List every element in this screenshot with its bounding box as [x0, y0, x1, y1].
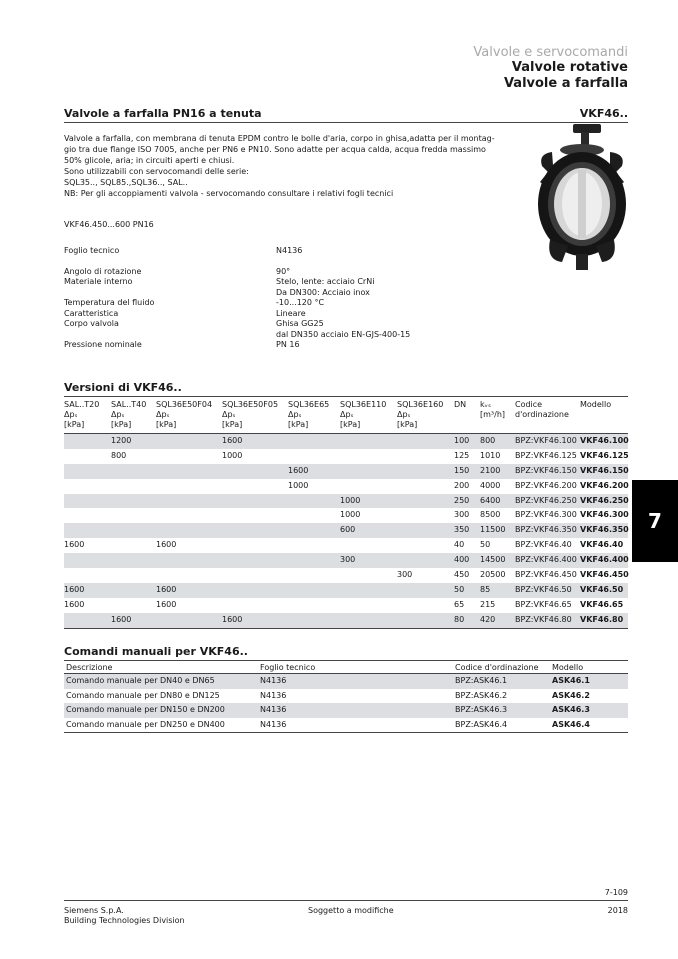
versions-cell: VKF46.150 [580, 465, 629, 475]
manual-header-cell: Codice d'ordinazione [455, 663, 539, 672]
manual-cell: Comando manuale per DN40 e DN65 [66, 676, 215, 685]
versions-row [64, 538, 628, 553]
versions-header-cell: SQL36E50F04 Δpₛ [kPa] [156, 400, 213, 429]
versions-cell: VKF46.450 [580, 570, 629, 580]
versions-cell: VKF46.65 [580, 599, 624, 609]
versions-cell: 1200 [111, 436, 132, 445]
versions-title: Versioni di VKF46.. [64, 381, 182, 394]
spec-label: Temperatura del fluido [64, 298, 155, 307]
spec-value: Da DN300: Acciaio inox [276, 287, 370, 297]
versions-cell: 600 [340, 525, 356, 535]
versions-cell: 1600 [222, 614, 243, 624]
versions-cell: 1000 [340, 510, 361, 520]
manual-row [64, 718, 628, 733]
spec-row [64, 309, 454, 320]
versions-header-row [64, 396, 628, 434]
versions-cell: 11500 [480, 525, 506, 535]
versions-cell: VKF46.200 [580, 480, 629, 490]
versions-header-cell: Codice d'ordinazione [515, 400, 569, 419]
versions-header-cell: DN [454, 400, 467, 409]
versions-cell: 1600 [64, 584, 85, 594]
footer-rule [64, 900, 628, 901]
description-line: Valvole a farfalla, con membrana di tenuta EPDM contro le bolle d'aria, corpo in ghisa,adatta per il montag- [64, 134, 495, 143]
manual-cell: BPZ:ASK46.2 [455, 690, 508, 700]
versions-cell: BPZ:VKF46.250 [515, 495, 577, 505]
section-code: VKF46.. [579, 107, 628, 120]
versions-cell: BPZ:VKF46.65 [515, 599, 572, 609]
versions-cell: 1010 [480, 450, 501, 460]
versions-header-cell: SQL36E65 Δpₛ [kPa] [288, 400, 330, 429]
versions-cell: 85 [480, 584, 491, 594]
versions-cell: 4000 [480, 480, 501, 490]
footer-note: Soggetto a modifiche [308, 906, 394, 915]
manual-header-cell: Foglio tecnico [260, 663, 316, 672]
versions-cell: 300 [397, 570, 413, 580]
versions-row [64, 568, 628, 583]
versions-cell: 800 [111, 450, 127, 460]
manual-cell: N4136 [260, 690, 287, 700]
versions-cell: 2100 [480, 465, 501, 475]
versions-cell: 14500 [480, 555, 506, 565]
footer-company: Siemens S.p.A. [64, 906, 124, 915]
spec-label: Caratteristica [64, 308, 119, 318]
versions-header-cell: SAL..T40 Δpₛ [kPa] [111, 400, 147, 429]
versions-cell: 40 [454, 540, 465, 550]
versions-cell: 50 [454, 584, 465, 594]
versions-cell: VKF46.300 [580, 510, 629, 520]
manual-cell: BPZ:ASK46.4 [455, 719, 508, 729]
description [64, 133, 495, 199]
manual-row [64, 703, 628, 718]
spec-label [64, 330, 276, 341]
versions-cell: BPZ:VKF46.200 [515, 480, 577, 490]
manual-row [64, 689, 628, 704]
versions-cell: 150 [454, 465, 470, 475]
versions-cell: 800 [480, 436, 496, 445]
description-line: Sono utilizzabili con servocomandi delle serie: [64, 167, 249, 176]
versions-cell: 300 [454, 510, 470, 520]
versions-row [64, 494, 628, 509]
manual-cell: N4136 [260, 676, 287, 685]
spec-value: 90° [276, 266, 291, 276]
spec-row [64, 267, 454, 278]
versions-row [64, 508, 628, 523]
manual-header-cell: Modello [552, 663, 584, 672]
spec-value: PN 16 [276, 340, 300, 349]
spec-row [64, 288, 454, 299]
chapter-tab[interactable]: 7 [632, 480, 678, 562]
manual-cell: Comando manuale per DN80 e DN125 [66, 690, 220, 700]
manual-cell: N4136 [260, 719, 287, 729]
versions-row [64, 434, 628, 449]
spec-value: Ghisa GG25 [276, 319, 324, 328]
versions-cell: 215 [480, 599, 496, 609]
versions-cell: BPZ:VKF46.40 [515, 540, 572, 550]
manual-row [64, 674, 628, 689]
versions-cell: 350 [454, 525, 470, 535]
versions-table [64, 396, 628, 629]
versions-cell: 1000 [340, 495, 361, 505]
description-line: NB: Per gli accoppiamenti valvola - servocomando consultare i relativi fogli tecnici [64, 189, 394, 198]
section-title: Valvole a farfalla PN16 a tenuta [64, 107, 262, 120]
versions-cell: 300 [340, 555, 356, 565]
versions-cell: 250 [454, 495, 470, 505]
versions-row [64, 613, 628, 628]
section-title-row [64, 107, 628, 120]
versions-cell: BPZ:VKF46.50 [515, 584, 572, 594]
versions-header-cell: Modello [580, 400, 612, 409]
butterfly-valve-image [536, 122, 628, 272]
manual-cell: ASK46.1 [552, 676, 590, 685]
versions-header-cell: SQL36E50F05 Δpₛ [kPa] [222, 400, 279, 429]
spec-label: Pressione nominale [64, 340, 142, 349]
versions-cell: 65 [454, 599, 465, 609]
description-line: gio tra due flange ISO 7005, anche per PN6 e PN10. Sono adatte per acqua calda, acqua fredda massimo [64, 145, 486, 154]
spec-value: -10...120 °C [276, 298, 325, 307]
versions-cell: VKF46.400 [580, 555, 629, 565]
versions-header-cell: SAL..T20 Δpₛ [kPa] [64, 400, 100, 429]
versions-cell: 1600 [64, 540, 85, 550]
versions-cell: 200 [454, 480, 470, 490]
manual-cell: BPZ:ASK46.3 [455, 705, 508, 715]
versions-row [64, 479, 628, 494]
versions-cell: VKF46.350 [580, 525, 629, 535]
manual-cell: ASK46.2 [552, 690, 590, 700]
description-line: SQL35.., SQL85.,SQL36.., SAL.. [64, 178, 188, 187]
spec-label: Foglio tecnico [64, 246, 120, 255]
specs-list [64, 246, 454, 351]
spec-value: Lineare [276, 308, 306, 318]
versions-cell: 1600 [156, 584, 177, 594]
spec-label: Materiale interno [64, 277, 133, 286]
versions-cell: 1600 [111, 614, 132, 624]
versions-cell: 1000 [288, 480, 309, 490]
header-subsubcategory: Valvole a farfalla [503, 76, 628, 91]
versions-row [64, 553, 628, 568]
versions-cell: VKF46.100 [580, 436, 629, 445]
versions-cell: BPZ:VKF46.350 [515, 525, 577, 535]
versions-row [64, 449, 628, 464]
spec-value: dal DN350 acciaio EN-GJS-400-15 [276, 329, 411, 339]
versions-cell: 1600 [64, 599, 85, 609]
versions-cell: BPZ:VKF46.125 [515, 450, 577, 460]
manual-cell: ASK46.3 [552, 705, 590, 715]
versions-cell: BPZ:VKF46.400 [515, 555, 577, 565]
versions-header-cell: SQL36E110 Δpₛ [kPa] [340, 400, 387, 429]
header-subcategory: Valvole rotative [511, 60, 628, 75]
versions-cell: VKF46.40 [580, 540, 624, 550]
versions-header-cell: SQL36E160 Δpₛ [kPa] [397, 400, 444, 429]
range-label: VKF46.450...600 PN16 [64, 220, 154, 229]
manual-table [64, 660, 628, 733]
versions-row [64, 598, 628, 613]
spec-row [64, 319, 454, 330]
versions-cell: 100 [454, 436, 470, 445]
manual-cell: N4136 [260, 705, 287, 715]
spec-row [64, 340, 454, 351]
manual-cell: BPZ:ASK46.1 [455, 676, 508, 685]
page-header [473, 45, 628, 92]
versions-row [64, 523, 628, 538]
versions-row [64, 583, 628, 598]
versions-cell: 1000 [222, 450, 243, 460]
spec-row [64, 246, 454, 257]
versions-cell: 50 [480, 540, 491, 550]
versions-cell: VKF46.50 [580, 584, 624, 594]
spec-row [64, 298, 454, 309]
spec-value: Stelo, lente: acciaio CrNi [276, 277, 375, 286]
versions-cell: 20500 [480, 570, 506, 580]
versions-cell: BPZ:VKF46.150 [515, 465, 577, 475]
versions-cell: 450 [454, 570, 470, 580]
versions-cell: 8500 [480, 510, 501, 520]
spec-label: Corpo valvola [64, 319, 119, 328]
versions-end-rule [64, 628, 628, 629]
versions-cell: 420 [480, 614, 496, 624]
spec-row [64, 277, 454, 288]
versions-cell: BPZ:VKF46.80 [515, 614, 572, 624]
versions-cell: 1600 [156, 540, 177, 550]
versions-cell: VKF46.125 [580, 450, 629, 460]
manual-cell: Comando manuale per DN150 e DN200 [66, 705, 225, 715]
versions-cell: BPZ:VKF46.100 [515, 436, 577, 445]
header-category: Valvole e servocomandi [473, 45, 628, 60]
versions-cell: 400 [454, 555, 470, 565]
page-number: 7-109 [604, 888, 628, 897]
versions-cell: 1600 [288, 465, 309, 475]
spec-label: Angolo di rotazione [64, 266, 142, 276]
versions-cell: 1600 [156, 599, 177, 609]
versions-cell: VKF46.80 [580, 614, 624, 624]
manual-cell: ASK46.4 [552, 719, 590, 729]
versions-cell: 80 [454, 614, 465, 624]
manual-header-row [64, 660, 628, 674]
versions-cell: BPZ:VKF46.300 [515, 510, 577, 520]
versions-cell: 6400 [480, 495, 501, 505]
spec-label [64, 288, 276, 299]
versions-header-cell: kᵥₛ [m³/h] [480, 400, 506, 419]
footer-year: 2018 [607, 906, 628, 915]
versions-cell: 1600 [222, 436, 243, 445]
versions-cell: BPZ:VKF46.450 [515, 570, 577, 580]
versions-row [64, 464, 628, 479]
manual-header-cell: Descrizione [66, 663, 113, 672]
manual-end-rule [64, 732, 628, 733]
spec-row [64, 330, 454, 341]
manual-cell: Comando manuale per DN250 e DN400 [66, 719, 225, 729]
versions-cell: VKF46.250 [580, 495, 629, 505]
spec-value: N4136 [276, 246, 303, 255]
description-line: 50% glicole, aria; in circuiti aperti e chiusi. [64, 156, 235, 165]
footer-division: Building Technologies Division [64, 916, 185, 925]
versions-cell: 125 [454, 450, 470, 460]
manual-title: Comandi manuali per VKF46.. [64, 645, 248, 658]
